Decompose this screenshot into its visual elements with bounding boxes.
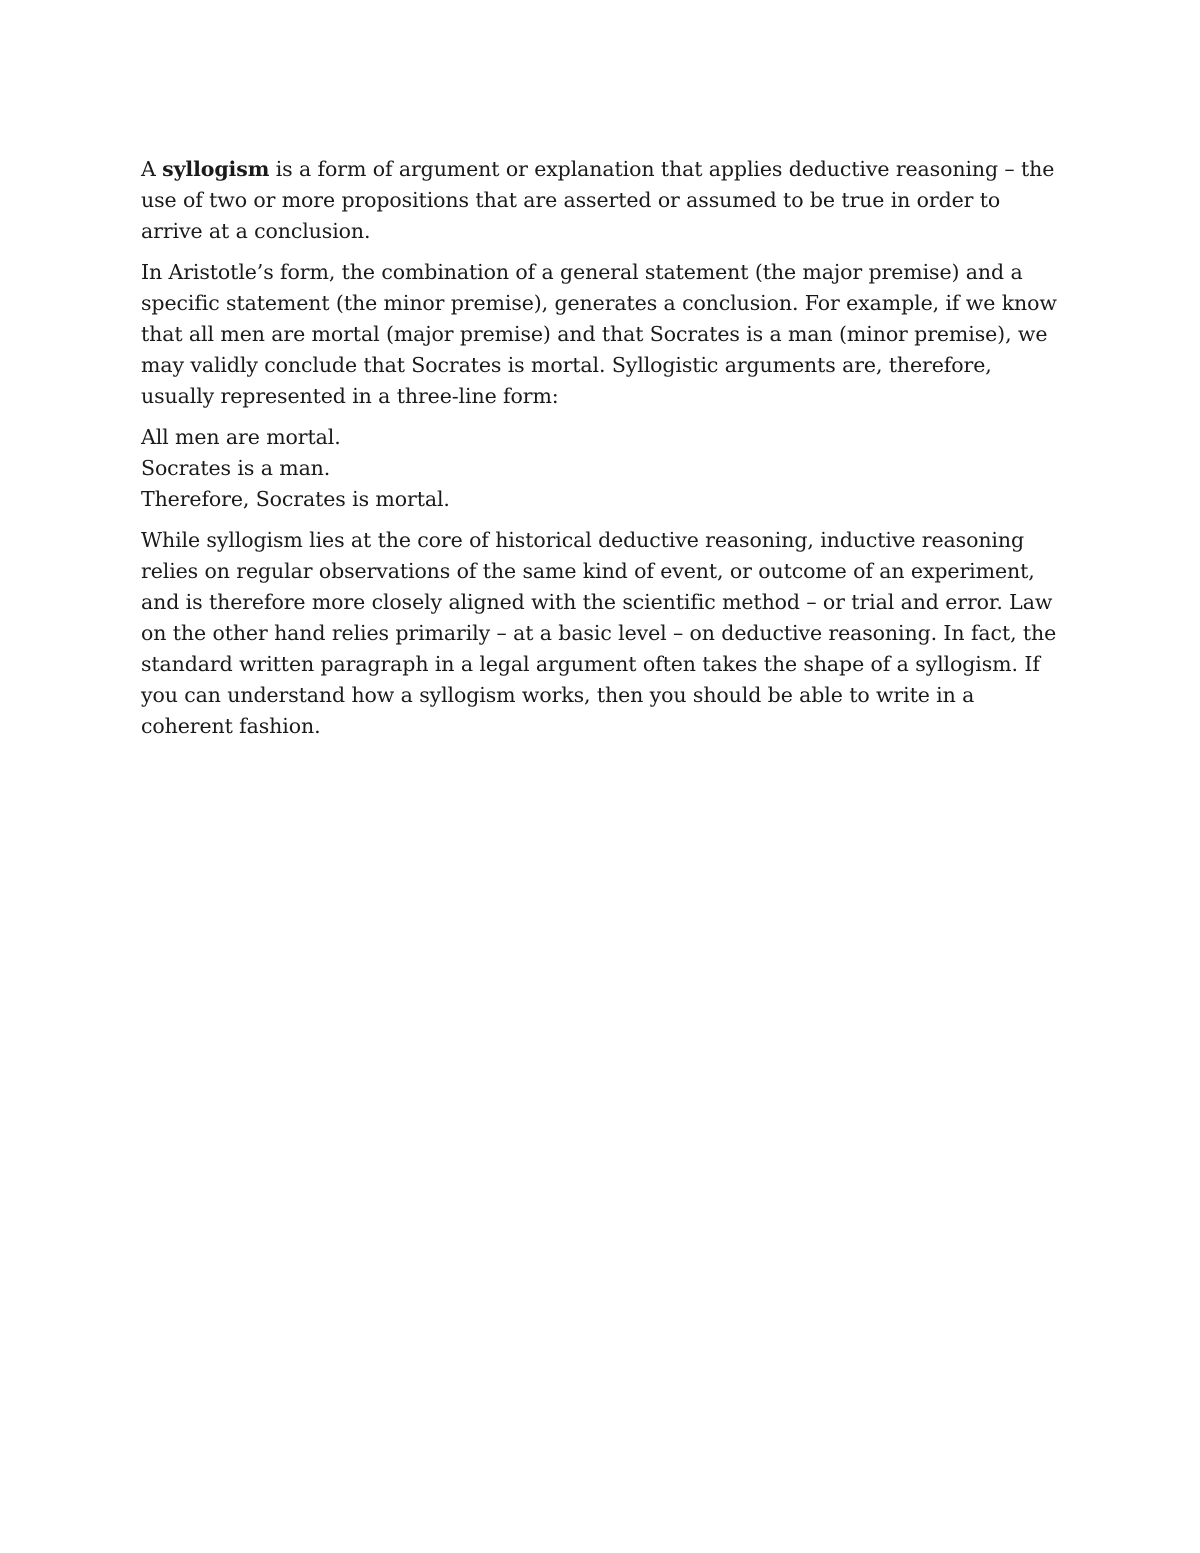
definition-text: is a form of argument or explanation that applies deductive reasoning – the use of two or more propositions that are asserted or assumed to be true in order to arrive at a conclusion. — [141, 157, 1055, 243]
paragraph-syllogism-definition — [141, 154, 1059, 247]
conclusion-line: Therefore, Socrates is mortal. — [141, 487, 450, 511]
paragraph-aristotle-form: In Aristotle’s form, the combination of a general statement (the major premise) and a specific statement (the minor premise), generates a conclusion. For example, if we know that all men are mortal (major premise) and that Socrates is a man (minor premise), we may validly conclude that Socrates is mortal. Syllogistic arguments are, therefore, usually represented in a three-line form: — [141, 260, 1057, 408]
major-premise-line: All men are mortal. — [141, 425, 341, 449]
definition-lead: A — [141, 157, 163, 181]
paragraph-inductive-vs-deductive: While syllogism lies at the core of historical deductive reasoning, inductive reasoning relies on regular observations of the same kind of event, or outcome of an experiment, and is therefore more closely aligned with the scientific method – or trial and error. Law on the other hand relies primarily – at a basic level – on deductive reasoning. In fact, the standard written paragraph in a legal argument often takes the shape of a syllogism. If you can understand how a syllogism works, then you should be able to write in a coherent fashion. — [141, 528, 1057, 738]
document-body — [141, 154, 1059, 752]
syllogism-example — [141, 422, 1059, 515]
minor-premise-line: Socrates is a man. — [141, 456, 331, 480]
definition-term: syllogism — [162, 157, 270, 181]
